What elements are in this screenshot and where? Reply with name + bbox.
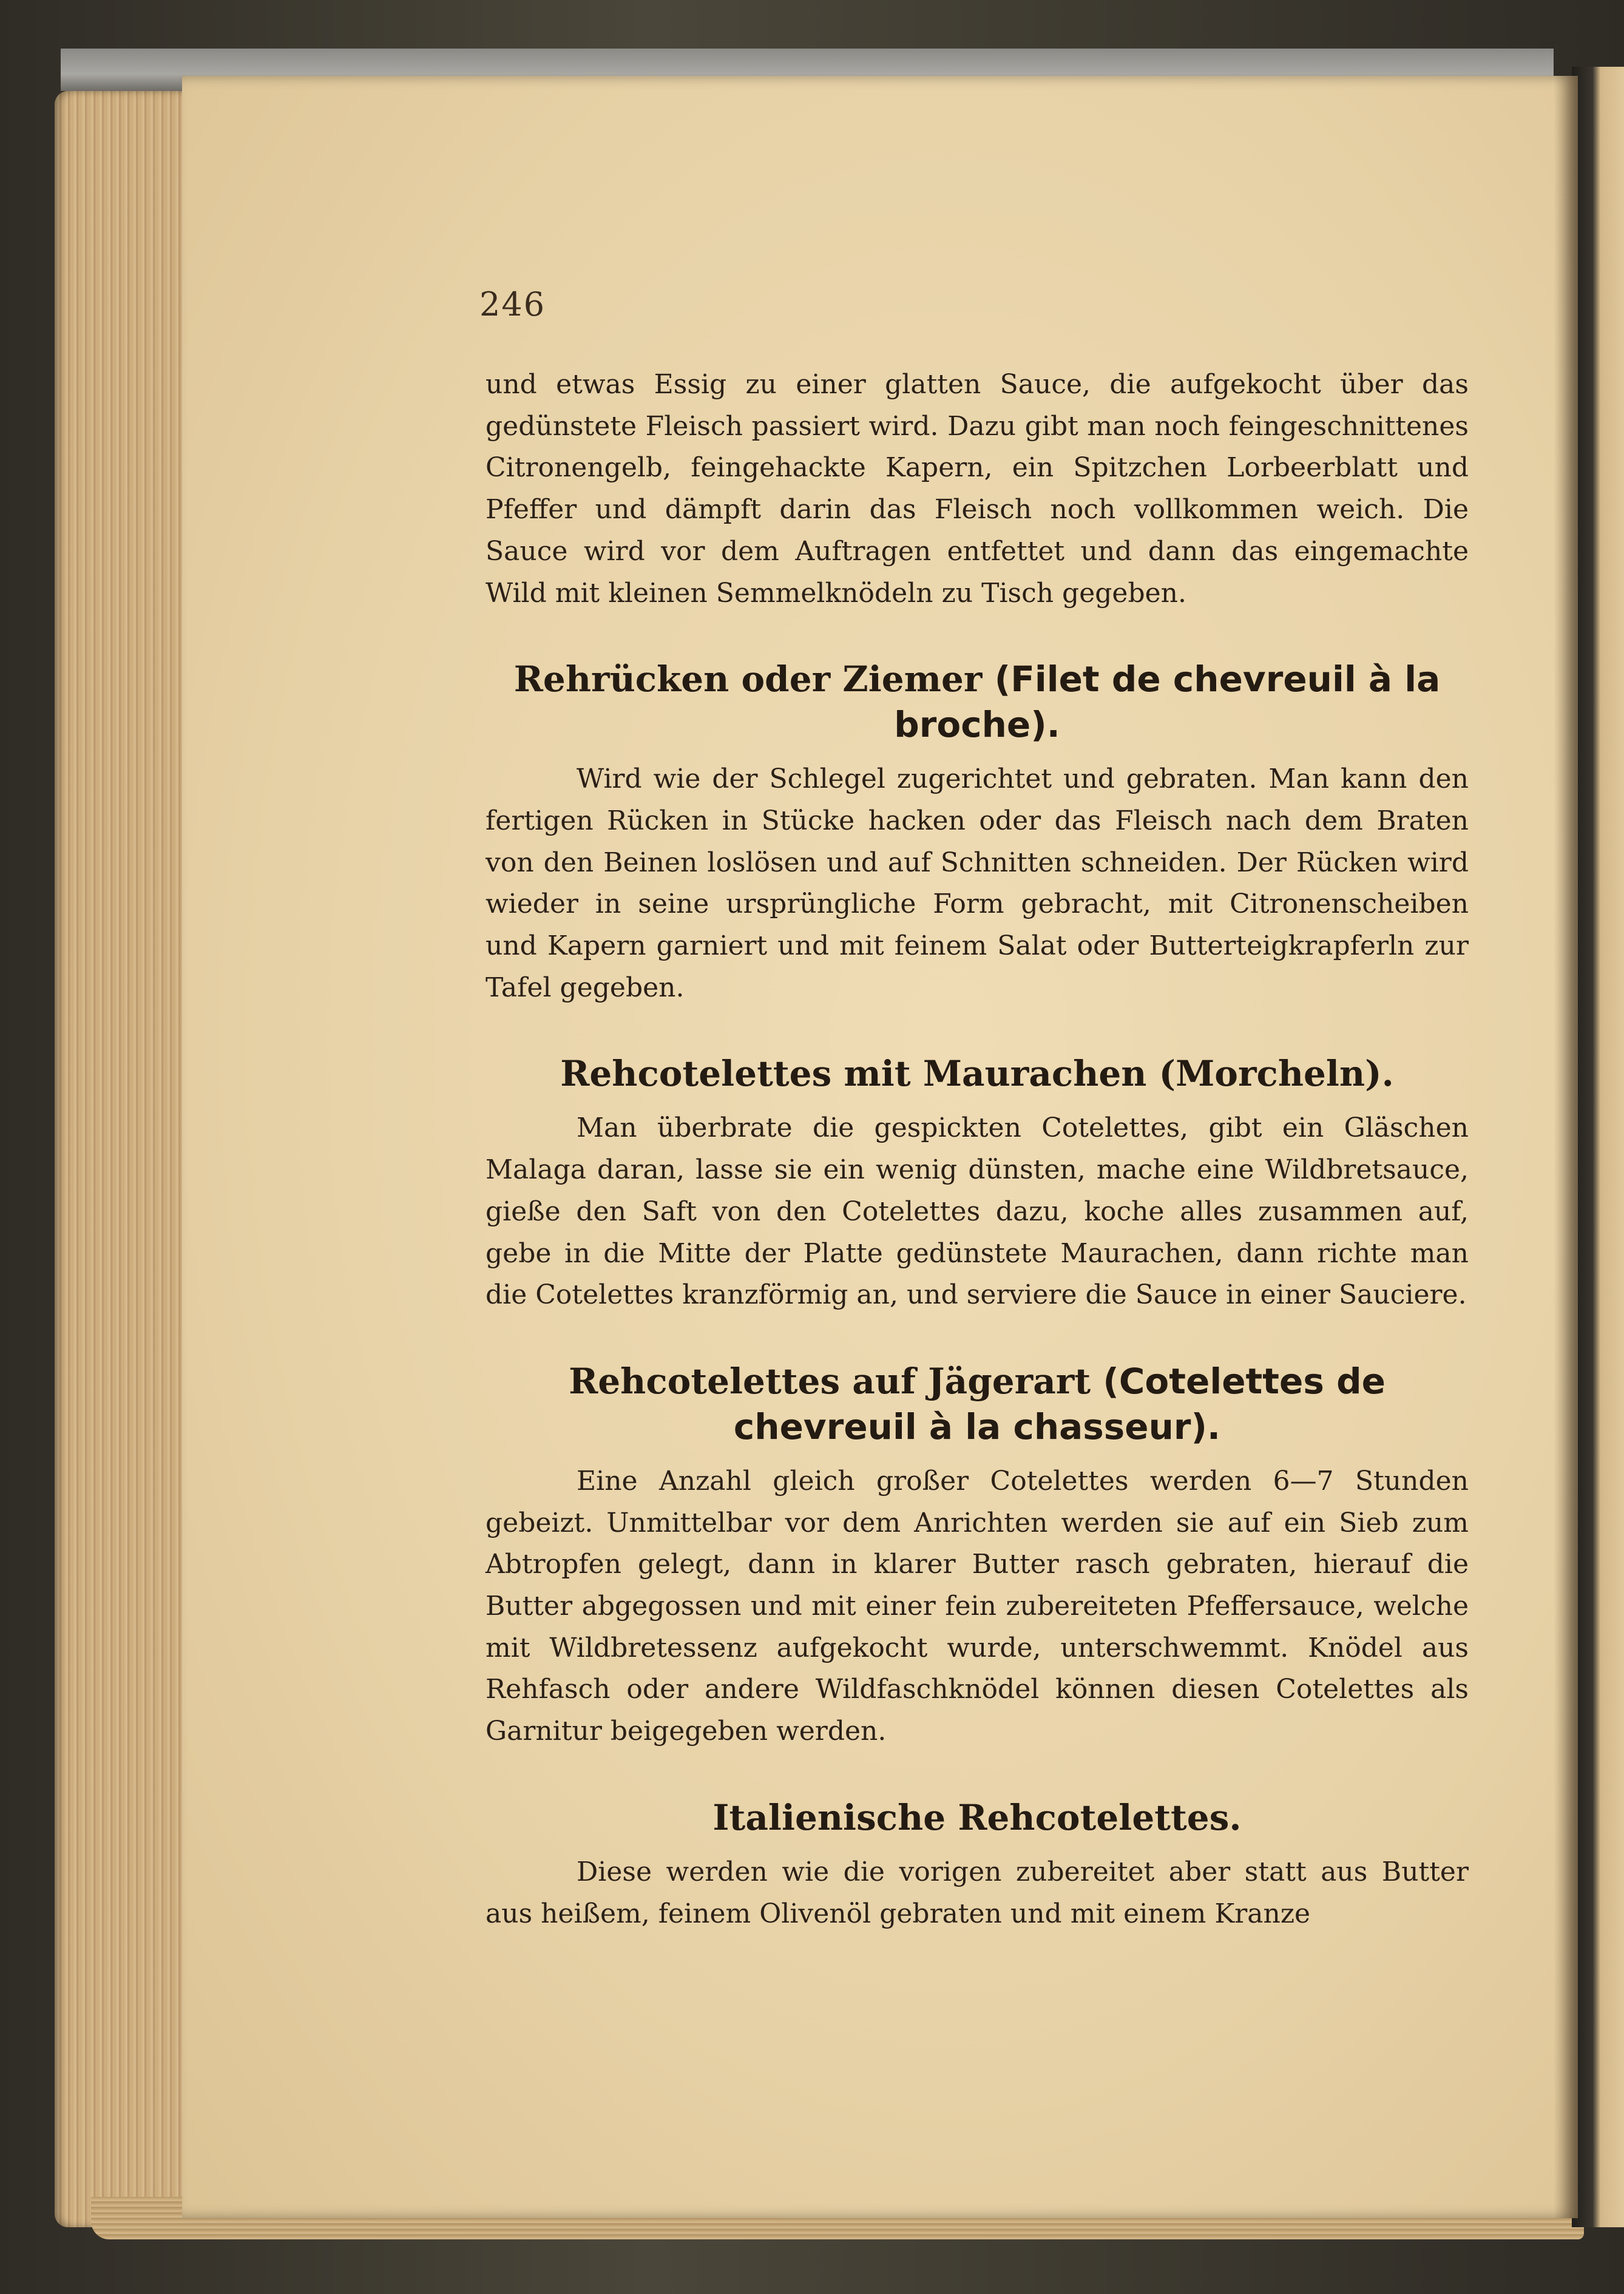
heading-italienisch <box>486 1795 1469 1841</box>
page-text-block <box>486 364 1469 1935</box>
heading-italienisch-fraktur: Italienische Rehcotelettes. <box>712 1796 1242 1838</box>
intro-paragraph: und etwas Essig zu einer glatten Sauce, die aufgekocht über das gedünstete Fleisch passiert wird. Dazu gibt man noch feingeschnittenes Citronengelb, feingehackte Kapern, ein Spitzchen Lorbeerblatt und Pfeffer und dämpft darin das Fleisch noch vollkommen weich. Die Sauce wird vor dem Auftragen entfettet und dann das eingemachte Wild mit kleinen Semmelknödeln zu Tisch gegeben. <box>486 369 1469 609</box>
heading-rehruecken-roman: (Filet de chevreuil à la broche). <box>894 658 1441 746</box>
heading-jaegerart-roman: (Cotelettes de chevreuil à la chasseur). <box>733 1360 1385 1447</box>
page-gutter-shadow <box>1554 76 1578 2218</box>
page-number: 246 <box>479 285 546 323</box>
heading-rehruecken-fraktur: Rehrücken oder Ziemer <box>513 658 983 700</box>
maurachen-paragraph: Man überbrate die gespickten Cotelettes, gibt ein Gläschen Malaga daran, lasse sie ein wenig dünsten, mache eine Wildbretsauce, gieße den Saft von den Cotelettes dazu, koche alles zusammen auf, gebe in die Mitte der Platte gedünstete Maurachen, dann richte man die Cotelettes kranzförmig an, und serviere die Sauce in einer Sauciere. <box>486 1112 1469 1311</box>
rehruecken-paragraph: Wird wie der Schlegel zugerichtet und gebraten. Man kann den fertigen Rücken in Stücke hacken oder das Fleisch nach dem Braten von den Beinen loslösen und auf Schnitten schneiden. Der Rücken wird wieder in seine ursprüngliche Form gebracht, mit Citronenscheiben und Kapern garniert und mit feinem Salat oder Butterteigkrapferln zur Tafel gegeben. <box>486 763 1469 1003</box>
facing-page-edge <box>1572 67 1624 2227</box>
jaegerart-paragraph: Eine Anzahl gleich großer Cotelettes werden 6—7 Stunden gebeizt. Unmittelbar vor dem Anrichten werden sie auf ein Sieb zum Abtropfen gelegt, dann in klarer Butter rasch gebraten, hierauf die Butter abgegossen und mit einer fein zubereiteten Pfeffersauce, welche mit Wildbretessenz aufgekocht wurde, unterschwemmt. Knödel aus Rehfasch oder andere Wildfaschknödel können diesen Cotelettes als Garnitur beigegeben werden. <box>486 1465 1469 1747</box>
heading-rehruecken <box>486 657 1469 748</box>
heading-jaegerart-fraktur: Rehcotelettes auf Jägerart <box>569 1360 1091 1402</box>
heading-maurachen <box>486 1051 1469 1097</box>
heading-jaegerart <box>486 1359 1469 1450</box>
page-stack-edge <box>55 91 200 2227</box>
italienisch-paragraph: Diese werden wie die vorigen zubereitet aber statt aus Butter aus heißem, feinem Olivenöl gebraten und mit einem Kranze <box>486 1856 1469 1929</box>
heading-maurachen-fraktur: Rehcotelettes mit Maurachen (Morcheln). <box>560 1053 1394 1095</box>
